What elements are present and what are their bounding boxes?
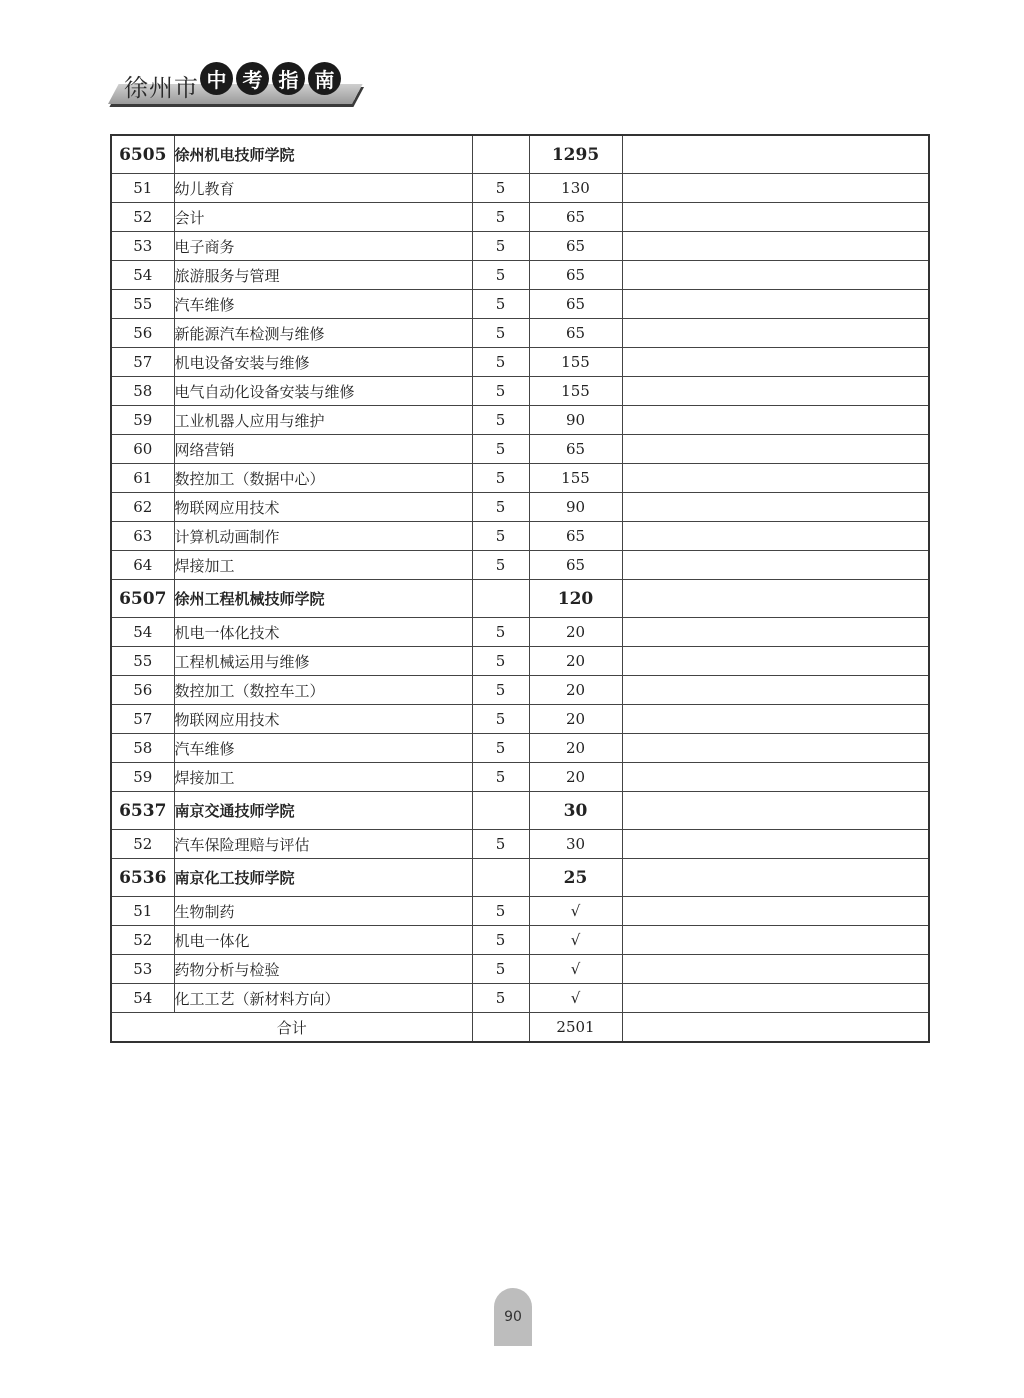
row-code: 52: [111, 830, 174, 859]
row-remark: [622, 926, 929, 955]
row-years: 5: [472, 830, 529, 859]
major-row: [111, 830, 929, 859]
row-years: 5: [472, 955, 529, 984]
row-name: 会计: [174, 203, 472, 232]
row-years: [472, 135, 529, 174]
row-years: 5: [472, 734, 529, 763]
row-years: 5: [472, 618, 529, 647]
seal-char: 考: [236, 62, 269, 95]
major-row: [111, 406, 929, 435]
major-row: [111, 984, 929, 1013]
row-count: 155: [529, 348, 622, 377]
row-remark: [622, 261, 929, 290]
page-number: 90: [494, 1288, 532, 1346]
row-code: 61: [111, 464, 174, 493]
row-count: 65: [529, 290, 622, 319]
school-row: [111, 580, 929, 618]
total-value: 2501: [529, 1013, 622, 1043]
major-row: [111, 232, 929, 261]
major-row: [111, 618, 929, 647]
row-code: 56: [111, 676, 174, 705]
row-remark: [622, 319, 929, 348]
seal-char: 指: [272, 62, 305, 95]
row-remark: [622, 435, 929, 464]
row-count: 20: [529, 647, 622, 676]
row-name: 机电设备安装与维修: [174, 348, 472, 377]
row-name: 工程机械运用与维修: [174, 647, 472, 676]
total-remark: [622, 1013, 929, 1043]
row-count: 20: [529, 763, 622, 792]
row-years: 5: [472, 464, 529, 493]
row-name: 电子商务: [174, 232, 472, 261]
row-years: 5: [472, 203, 529, 232]
major-row: [111, 734, 929, 763]
row-count: 1295: [529, 135, 622, 174]
enrollment-table: [110, 134, 930, 1043]
row-count: √: [529, 897, 622, 926]
banner-city: 徐州市: [124, 74, 199, 102]
row-code: 53: [111, 232, 174, 261]
row-years: [472, 859, 529, 897]
row-years: [472, 792, 529, 830]
row-name: 药物分析与检验: [174, 955, 472, 984]
row-remark: [622, 203, 929, 232]
row-years: 5: [472, 705, 529, 734]
row-remark: [622, 705, 929, 734]
row-count: 90: [529, 493, 622, 522]
row-name: 焊接加工: [174, 763, 472, 792]
row-remark: [622, 792, 929, 830]
major-row: [111, 926, 929, 955]
row-name: 南京交通技师学院: [174, 792, 472, 830]
row-code: 6505: [111, 135, 174, 174]
row-name: 电气自动化设备安装与维修: [174, 377, 472, 406]
row-name: 徐州机电技师学院: [174, 135, 472, 174]
row-remark: [622, 232, 929, 261]
row-count: √: [529, 926, 622, 955]
row-remark: [622, 647, 929, 676]
header-banner: [108, 60, 358, 112]
row-remark: [622, 464, 929, 493]
row-code: 60: [111, 435, 174, 464]
row-count: 25: [529, 859, 622, 897]
major-row: [111, 522, 929, 551]
row-name: 数控加工（数控车工）: [174, 676, 472, 705]
row-count: √: [529, 955, 622, 984]
major-row: [111, 763, 929, 792]
row-years: 5: [472, 493, 529, 522]
major-row: [111, 435, 929, 464]
row-remark: [622, 348, 929, 377]
row-count: √: [529, 984, 622, 1013]
row-remark: [622, 580, 929, 618]
row-name: 南京化工技师学院: [174, 859, 472, 897]
major-row: [111, 261, 929, 290]
row-years: 5: [472, 676, 529, 705]
row-code: 54: [111, 261, 174, 290]
row-remark: [622, 859, 929, 897]
row-remark: [622, 135, 929, 174]
row-count: 65: [529, 261, 622, 290]
row-remark: [622, 897, 929, 926]
row-remark: [622, 618, 929, 647]
row-name: 计算机动画制作: [174, 522, 472, 551]
row-remark: [622, 377, 929, 406]
row-code: 55: [111, 647, 174, 676]
row-code: 51: [111, 174, 174, 203]
row-count: 20: [529, 676, 622, 705]
row-years: 5: [472, 763, 529, 792]
row-years: 5: [472, 926, 529, 955]
major-row: [111, 203, 929, 232]
row-code: 57: [111, 705, 174, 734]
row-name: 工业机器人应用与维护: [174, 406, 472, 435]
row-name: 徐州工程机械技师学院: [174, 580, 472, 618]
row-code: 6536: [111, 859, 174, 897]
row-years: 5: [472, 522, 529, 551]
school-row: [111, 135, 929, 174]
row-remark: [622, 830, 929, 859]
row-name: 机电一体化: [174, 926, 472, 955]
row-code: 63: [111, 522, 174, 551]
row-years: 5: [472, 290, 529, 319]
total-years: [472, 1013, 529, 1043]
row-remark: [622, 493, 929, 522]
row-code: 59: [111, 763, 174, 792]
row-years: 5: [472, 984, 529, 1013]
row-code: 52: [111, 203, 174, 232]
row-count: 20: [529, 734, 622, 763]
major-row: [111, 676, 929, 705]
row-code: 6537: [111, 792, 174, 830]
total-row: [111, 1013, 929, 1043]
row-count: 20: [529, 618, 622, 647]
row-years: [472, 580, 529, 618]
row-years: 5: [472, 319, 529, 348]
row-remark: [622, 955, 929, 984]
row-years: 5: [472, 377, 529, 406]
row-name: 汽车保险理赔与评估: [174, 830, 472, 859]
row-code: 52: [111, 926, 174, 955]
row-years: 5: [472, 261, 529, 290]
row-remark: [622, 551, 929, 580]
row-name: 物联网应用技术: [174, 493, 472, 522]
row-remark: [622, 522, 929, 551]
row-name: 新能源汽车检测与维修: [174, 319, 472, 348]
row-count: 155: [529, 377, 622, 406]
row-code: 51: [111, 897, 174, 926]
row-name: 化工工艺（新材料方向）: [174, 984, 472, 1013]
row-remark: [622, 676, 929, 705]
row-count: 30: [529, 830, 622, 859]
major-row: [111, 290, 929, 319]
table-body: [111, 135, 929, 1042]
row-count: 20: [529, 705, 622, 734]
row-count: 65: [529, 232, 622, 261]
row-remark: [622, 734, 929, 763]
row-code: 6507: [111, 580, 174, 618]
major-row: [111, 705, 929, 734]
row-name: 生物制药: [174, 897, 472, 926]
row-remark: [622, 406, 929, 435]
row-remark: [622, 763, 929, 792]
row-count: 90: [529, 406, 622, 435]
row-remark: [622, 174, 929, 203]
row-code: 56: [111, 319, 174, 348]
major-row: [111, 897, 929, 926]
row-remark: [622, 290, 929, 319]
seal-char: 中: [200, 62, 233, 95]
row-years: 5: [472, 897, 529, 926]
major-row: [111, 955, 929, 984]
row-code: 58: [111, 734, 174, 763]
row-years: 5: [472, 348, 529, 377]
row-name: 焊接加工: [174, 551, 472, 580]
row-code: 57: [111, 348, 174, 377]
major-row: [111, 464, 929, 493]
row-name: 数控加工（数据中心）: [174, 464, 472, 493]
row-name: 汽车维修: [174, 734, 472, 763]
row-code: 53: [111, 955, 174, 984]
row-code: 55: [111, 290, 174, 319]
major-row: [111, 174, 929, 203]
major-row: [111, 319, 929, 348]
major-row: [111, 377, 929, 406]
row-code: 62: [111, 493, 174, 522]
row-name: 幼儿教育: [174, 174, 472, 203]
row-count: 130: [529, 174, 622, 203]
seal-char: 南: [308, 62, 341, 95]
row-years: 5: [472, 435, 529, 464]
row-code: 54: [111, 618, 174, 647]
row-count: 30: [529, 792, 622, 830]
row-count: 155: [529, 464, 622, 493]
row-count: 65: [529, 551, 622, 580]
row-code: 54: [111, 984, 174, 1013]
major-row: [111, 551, 929, 580]
row-count: 65: [529, 522, 622, 551]
row-count: 120: [529, 580, 622, 618]
major-row: [111, 493, 929, 522]
banner-seals: [200, 62, 341, 95]
row-years: 5: [472, 174, 529, 203]
row-code: 58: [111, 377, 174, 406]
row-years: 5: [472, 647, 529, 676]
row-count: 65: [529, 435, 622, 464]
row-name: 网络营销: [174, 435, 472, 464]
row-name: 旅游服务与管理: [174, 261, 472, 290]
row-count: 65: [529, 203, 622, 232]
total-label: 合计: [111, 1013, 472, 1043]
major-row: [111, 348, 929, 377]
row-name: 汽车维修: [174, 290, 472, 319]
row-name: 机电一体化技术: [174, 618, 472, 647]
row-code: 59: [111, 406, 174, 435]
row-years: 5: [472, 406, 529, 435]
row-years: 5: [472, 551, 529, 580]
school-row: [111, 859, 929, 897]
row-remark: [622, 984, 929, 1013]
row-count: 65: [529, 319, 622, 348]
major-row: [111, 647, 929, 676]
row-years: 5: [472, 232, 529, 261]
school-row: [111, 792, 929, 830]
row-name: 物联网应用技术: [174, 705, 472, 734]
row-code: 64: [111, 551, 174, 580]
